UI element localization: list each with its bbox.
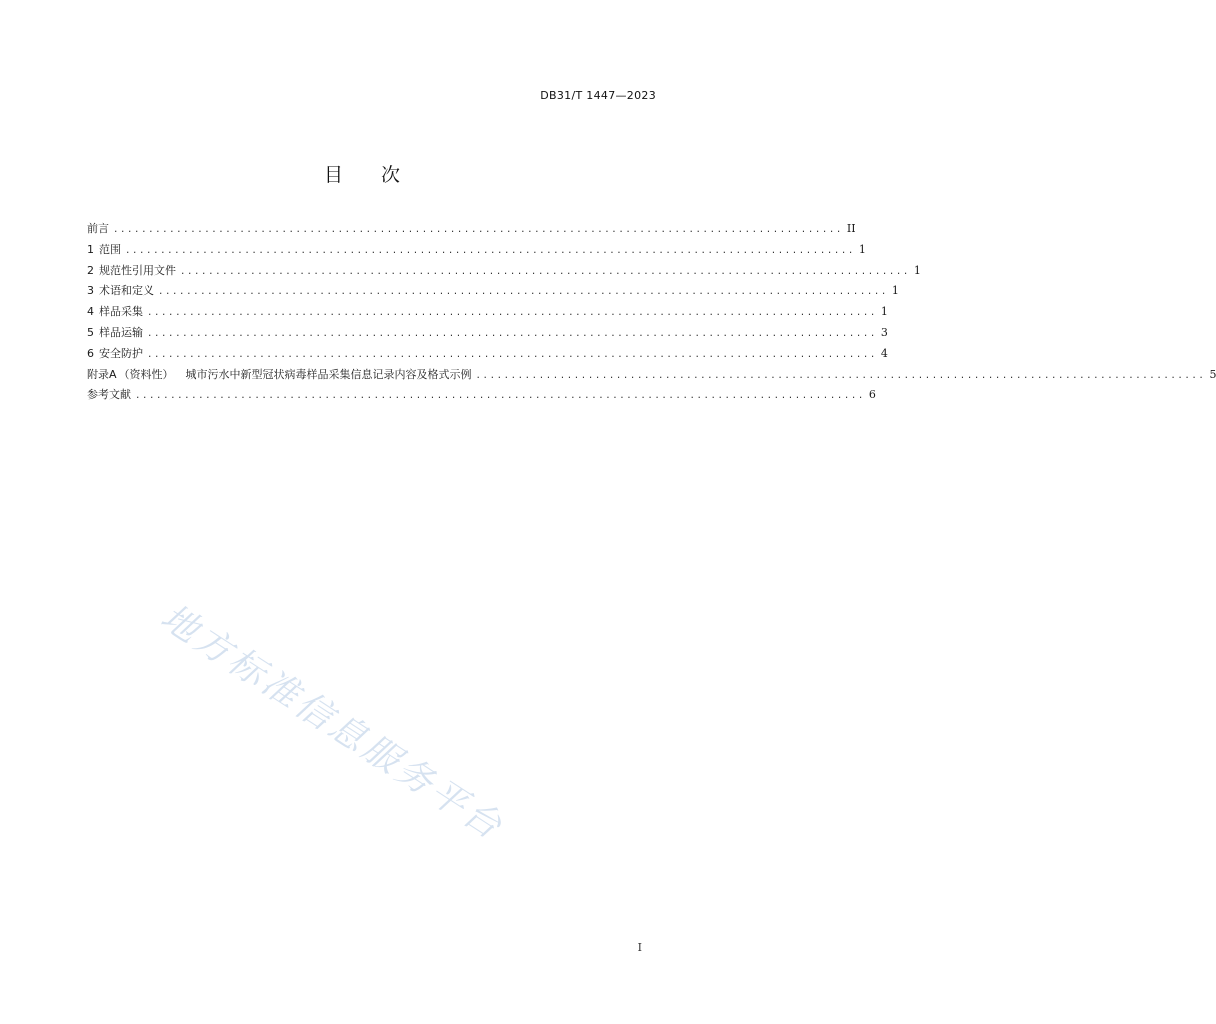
toc-item-annex-a[interactable] bbox=[87, 365, 1216, 386]
toc-item-sample-collection[interactable] bbox=[87, 302, 888, 323]
toc-item-page: 1 bbox=[880, 305, 888, 319]
toc-item-page: 1 bbox=[913, 263, 921, 277]
toc-item-label: 规范性引用文件 bbox=[99, 263, 176, 277]
toc-leader: ........................................................................................................ bbox=[180, 266, 910, 277]
toc-leader: ........................................................................................................ bbox=[147, 328, 877, 339]
toc-item-terms-definitions[interactable] bbox=[87, 281, 899, 302]
toc-item-page: II bbox=[846, 222, 856, 235]
toc-leader: ........................................................................................................ bbox=[158, 287, 888, 298]
toc-leader: ........................................................................................................ bbox=[113, 225, 843, 235]
toc-item-preface[interactable] bbox=[87, 219, 856, 240]
toc-item-number: 4 bbox=[87, 305, 94, 319]
toc-leader: ........................................................................................................ bbox=[147, 308, 877, 319]
toc-item-label: 前言 bbox=[87, 222, 109, 235]
watermark: 地方标准信息服务平台 bbox=[153, 596, 512, 849]
toc-leader: ........................................................................................................ bbox=[125, 245, 855, 256]
page-title bbox=[0, 160, 724, 187]
toc-item-sample-transport[interactable] bbox=[87, 323, 888, 344]
toc-annex-label: 附录A bbox=[87, 367, 117, 381]
toc-item-page: 1 bbox=[858, 242, 866, 256]
toc-item-number: 2 bbox=[87, 263, 94, 277]
toc-leader: ........................................................................................................ bbox=[475, 370, 1206, 381]
toc-item-label: 术语和定义 bbox=[99, 284, 154, 298]
toc-item-bibliography[interactable] bbox=[87, 385, 876, 406]
standard-code: DB31/T 1447—2023 bbox=[540, 89, 656, 102]
toc-item-normative-references[interactable] bbox=[87, 261, 921, 282]
toc-item-page: 1 bbox=[891, 284, 899, 298]
table-of-contents bbox=[87, 219, 1216, 406]
toc-item-number: 1 bbox=[87, 242, 94, 256]
toc-item-page: 3 bbox=[880, 325, 888, 339]
toc-item-number: 3 bbox=[87, 284, 94, 298]
toc-item-number: 5 bbox=[87, 325, 94, 339]
toc-item-number: 6 bbox=[87, 346, 94, 360]
toc-annex-title: 城市污水中新型冠状病毒样品采集信息记录内容及格式示例 bbox=[185, 367, 472, 381]
title-char-1: 目 bbox=[323, 164, 343, 186]
page-number: I bbox=[637, 941, 642, 954]
toc-item-page: 4 bbox=[880, 346, 888, 360]
toc-leader: ........................................................................................................ bbox=[147, 349, 877, 360]
toc-item-label: 范围 bbox=[99, 242, 121, 256]
title-char-2: 次 bbox=[381, 164, 401, 186]
toc-annex-tag: （资料性） bbox=[118, 367, 174, 381]
toc-leader: ........................................................................................................ bbox=[135, 391, 865, 402]
toc-item-label: 参考文献 bbox=[87, 388, 131, 402]
toc-item-label: 安全防护 bbox=[99, 346, 143, 360]
toc-item-page: 6 bbox=[868, 388, 876, 402]
toc-item-label: 样品运输 bbox=[99, 325, 143, 339]
toc-item-safety-protection[interactable] bbox=[87, 344, 888, 365]
toc-item-scope[interactable] bbox=[87, 240, 866, 261]
toc-item-label: 样品采集 bbox=[99, 305, 143, 319]
toc-item-page: 5 bbox=[1209, 367, 1216, 381]
